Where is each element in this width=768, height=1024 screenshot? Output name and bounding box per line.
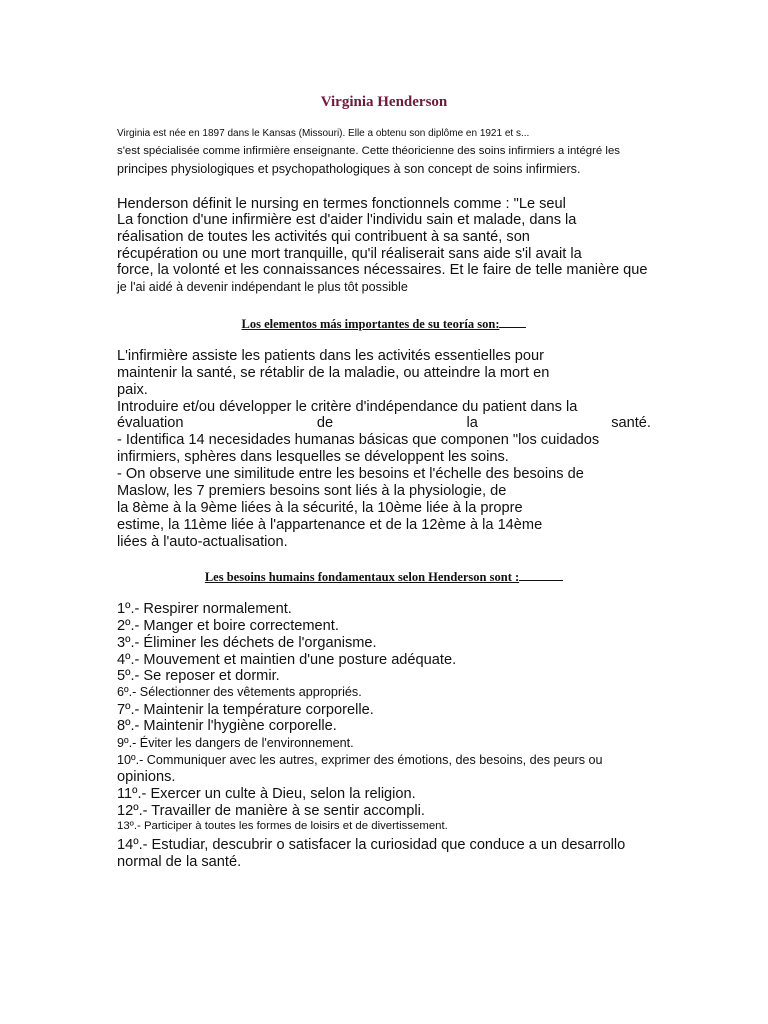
- need-item: 2º.- Manger et boire correctement.: [117, 618, 339, 634]
- heading-underline-tail: [519, 570, 563, 581]
- need-item: 11º.- Exercer un culte à Dieu, selon la religion.: [117, 786, 416, 802]
- page-title: Virginia Henderson: [320, 94, 448, 110]
- elements-line: L'infirmière assiste les patients dans les activités essentielles pour: [117, 348, 545, 364]
- elements-line: paix.: [117, 382, 148, 398]
- intro-line: principes physiologiques et psychopathologiques à son concept de soins infirmiers.: [117, 162, 581, 176]
- heading-underline-tail: [499, 317, 526, 328]
- need-item: 10º.- Communiquer avec les autres, exprimer des émotions, des besoins, des peurs ou: [117, 753, 603, 767]
- word: évaluation: [117, 415, 184, 431]
- elements-line: maintenir la santé, se rétablir de la maladie, ou atteindre la mort en: [117, 365, 550, 381]
- section-heading-needs: [0, 570, 768, 584]
- elements-line: liées à l'auto-actualisation.: [117, 534, 288, 550]
- section-heading-elements: [0, 317, 768, 331]
- definition-line: La fonction d'une infirmière est d'aider l'individu sain et malade, dans la: [117, 212, 577, 228]
- heading-text: Les besoins humains fondamentaux selon Henderson sont :: [204, 570, 520, 584]
- word: santé.: [611, 415, 651, 431]
- word: de: [316, 415, 334, 431]
- need-item: 5º.- Se reposer et dormir.: [117, 668, 280, 684]
- intro-line: Virginia est née en 1897 dans le Kansas (Missouri). Elle a obtenu son diplôme en 1921 et s...: [117, 128, 530, 139]
- intro-line: s'est spécialisée comme infirmière enseignante. Cette théoricienne des soins infirmiers a intégré les: [117, 145, 620, 157]
- need-item: normal de la santé.: [117, 854, 242, 870]
- definition-line: je l'ai aidé à devenir indépendant le plus tôt possible: [117, 280, 408, 294]
- need-item: 9º.- Éviter les dangers de l'environnement.: [117, 736, 354, 750]
- elements-line: - Identifica 14 necesidades humanas básicas que componen "los cuidados: [117, 432, 600, 448]
- need-item: 13º.- Participer à toutes les formes de loisirs et de divertissement.: [117, 820, 448, 832]
- need-item: 3º.- Éliminer les déchets de l'organisme.: [117, 635, 377, 651]
- definition-line: récupération ou une mort tranquille, qu'il réaliserait sans aide s'il avait la: [117, 246, 582, 262]
- need-item: 4º.- Mouvement et maintien d'une posture adéquate.: [117, 652, 457, 668]
- heading-text: Los elementos más importantes de su teoría son:: [241, 317, 500, 331]
- definition-line: Henderson définit le nursing en termes fonctionnels comme : "Le seul: [117, 196, 566, 212]
- elements-line: infirmiers, sphères dans lesquelles se développent les soins.: [117, 449, 509, 465]
- definition-line: force, la volonté et les connaissances nécessaires. Et le faire de telle manière que: [117, 262, 648, 278]
- elements-line: la 8ème à la 9ème liées à la sécurité, la 10ème liée à la propre: [117, 500, 523, 516]
- need-item: 8º.- Maintenir l'hygiène corporelle.: [117, 718, 337, 734]
- word: la: [466, 415, 478, 431]
- need-item: 14º.- Estudiar, descubrir o satisfacer la curiosidad que conduce a un desarrollo: [117, 837, 626, 853]
- elements-line: Maslow, les 7 premiers besoins sont liés à la physiologie, de: [117, 483, 507, 499]
- need-item: 1º.- Respirer normalement.: [117, 601, 292, 617]
- elements-line: - On observe une similitude entre les besoins et l'échelle des besoins de: [117, 466, 584, 482]
- need-item: opinions.: [117, 769, 176, 785]
- need-item: 7º.- Maintenir la température corporelle.: [117, 702, 374, 718]
- elements-line-justified: [117, 416, 651, 431]
- elements-line: estime, la 11ème liée à l'appartenance et de la 12ème à la 14ème: [117, 517, 543, 533]
- need-item: 12º.- Travailler de manière à se sentir accompli.: [117, 803, 425, 819]
- definition-line: réalisation de toutes les activités qui contribuent à sa santé, son: [117, 229, 530, 245]
- elements-line: Introduire et/ou développer le critère d'indépendance du patient dans la: [117, 399, 578, 415]
- need-item: 6º.- Sélectionner des vêtements appropriés.: [117, 685, 362, 699]
